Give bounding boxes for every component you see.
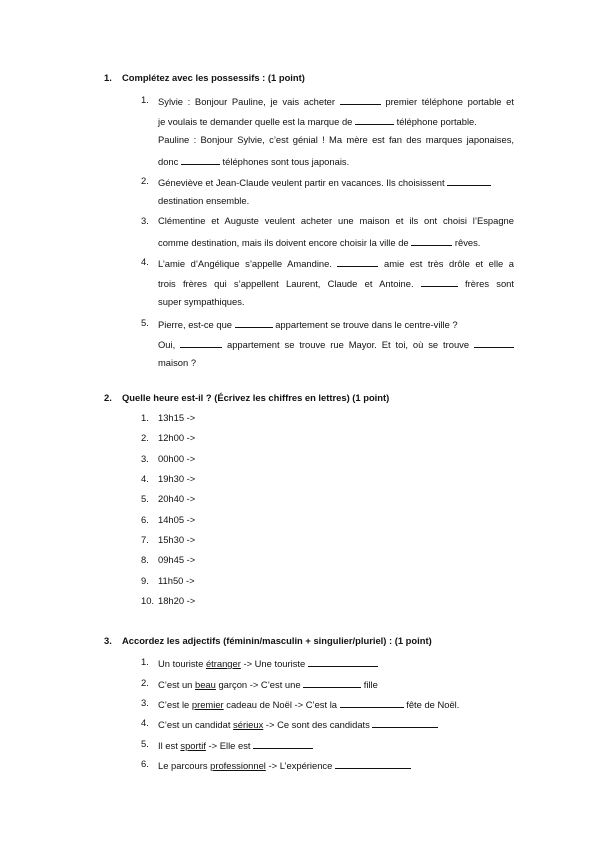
answer-blank[interactable] [421, 277, 458, 287]
item-line: Géneviève et Jean-Claude veulent partir en vacances. Ils choisissent [158, 176, 491, 187]
time-prompt: 09h45 -> [158, 554, 196, 565]
item-line: trois frères qui s’appellent Laurent, Claude et Antoine. frères sont [158, 278, 514, 289]
adjective-item: C’est un beau garçon -> C’est une fille [158, 679, 378, 690]
item-line: super sympathiques. [158, 296, 245, 307]
item-line: je voulais te demander quelle est la marque de téléphone portable. [158, 116, 477, 127]
adjective-word: professionnel [210, 760, 266, 771]
adjective-word: sérieux [233, 719, 264, 730]
answer-blank[interactable] [340, 95, 381, 105]
item-number: 4. [141, 256, 149, 267]
adjective-word: beau [195, 679, 216, 690]
item-line: comme destination, mais ils doivent encore choisir la ville de rêves. [158, 237, 481, 248]
time-prompt: 12h00 -> [158, 432, 196, 443]
item-line: Clémentine et Auguste veulent acheter une maison et ils ont choisi l’Espagne [158, 215, 514, 226]
answer-blank[interactable] [411, 236, 452, 246]
item-number: 1. [141, 656, 149, 667]
item-line: donc téléphones sont tous japonais. [158, 156, 350, 167]
answer-blank[interactable] [303, 678, 361, 688]
section-number: 2. [104, 392, 112, 403]
adjective-word: premier [191, 699, 224, 710]
adjective-item: Un touriste étranger -> Une touriste [158, 657, 378, 668]
time-prompt: 14h05 -> [158, 514, 196, 525]
answer-blank[interactable] [355, 115, 394, 125]
section-title: Complétez avec les possessifs : (1 point) [122, 72, 305, 83]
time-prompt: 11h50 -> [158, 575, 195, 586]
time-prompt: 19h30 -> [158, 473, 196, 484]
item-number: 5. [141, 738, 149, 749]
adjective-item: C’est un candidat sérieux -> Ce sont des candidats [158, 718, 438, 729]
answer-blank[interactable] [474, 338, 514, 348]
item-number: 1. [141, 94, 149, 105]
answer-blank[interactable] [337, 257, 378, 267]
adjective-item: C’est le premier cadeau de Noël -> C’est la fête de Noël. [158, 699, 460, 710]
item-line: Oui, appartement se trouve rue Mayor. Et toi, où se trouve [158, 338, 514, 349]
answer-blank[interactable] [308, 657, 378, 667]
time-prompt: 13h15 -> [158, 412, 196, 423]
section-number: 1. [104, 72, 112, 83]
item-line: Sylvie : Bonjour Pauline, je vais acheter premier téléphone portable et [158, 96, 514, 107]
answer-blank[interactable] [340, 698, 404, 708]
adjective-item: Le parcours professionnel -> L’expérience [158, 759, 411, 770]
item-number: 2. [141, 175, 149, 186]
item-line: maison ? [158, 357, 197, 368]
section-title: Accordez les adjectifs (féminin/masculin + singulier/pluriel) : (1 point) [122, 635, 432, 646]
adjective-word: étranger [205, 658, 241, 669]
answer-blank[interactable] [335, 759, 411, 769]
item-number: 2. [141, 432, 149, 443]
item-number: 4. [141, 717, 149, 728]
time-prompt: 20h40 -> [158, 493, 196, 504]
item-number: 8. [141, 554, 149, 565]
item-number: 6. [141, 514, 149, 525]
item-number: 3. [141, 453, 149, 464]
item-line: Pierre, est-ce que appartement se trouve dans le centre-ville ? [158, 319, 458, 330]
item-number: 2. [141, 677, 149, 688]
item-number: 3. [141, 697, 149, 708]
adjective-word: sportif [180, 740, 206, 751]
item-number: 7. [141, 534, 149, 545]
answer-blank[interactable] [253, 739, 313, 749]
item-number: 5. [141, 317, 149, 328]
time-prompt: 15h30 -> [158, 534, 196, 545]
item-line: Pauline : Bonjour Sylvie, c’est génial ! Ma mère est fan des marques japonaises, [158, 134, 514, 145]
time-prompt: 00h00 -> [158, 453, 196, 464]
answer-blank[interactable] [180, 338, 222, 348]
item-number: 1. [141, 412, 149, 423]
adjective-item: Il est sportif -> Elle est [158, 739, 313, 750]
item-number: 9. [141, 575, 149, 586]
answer-blank[interactable] [235, 318, 273, 328]
item-line: destination ensemble. [158, 195, 250, 206]
item-number: 4. [141, 473, 149, 484]
item-line: L’amie d’Angélique s’appelle Amandine. amie est très drôle et elle a [158, 258, 514, 269]
answer-blank[interactable] [447, 176, 491, 186]
time-prompt: 18h20 -> [158, 595, 196, 606]
item-number: 6. [141, 758, 149, 769]
answer-blank[interactable] [372, 718, 438, 728]
answer-blank[interactable] [181, 155, 220, 165]
section-title: Quelle heure est-il ? (Écrivez les chiffres en lettres) (1 point) [122, 392, 390, 403]
item-number: 3. [141, 215, 149, 226]
item-number: 5. [141, 493, 149, 504]
item-number: 10. [141, 595, 155, 606]
section-number: 3. [104, 635, 112, 646]
